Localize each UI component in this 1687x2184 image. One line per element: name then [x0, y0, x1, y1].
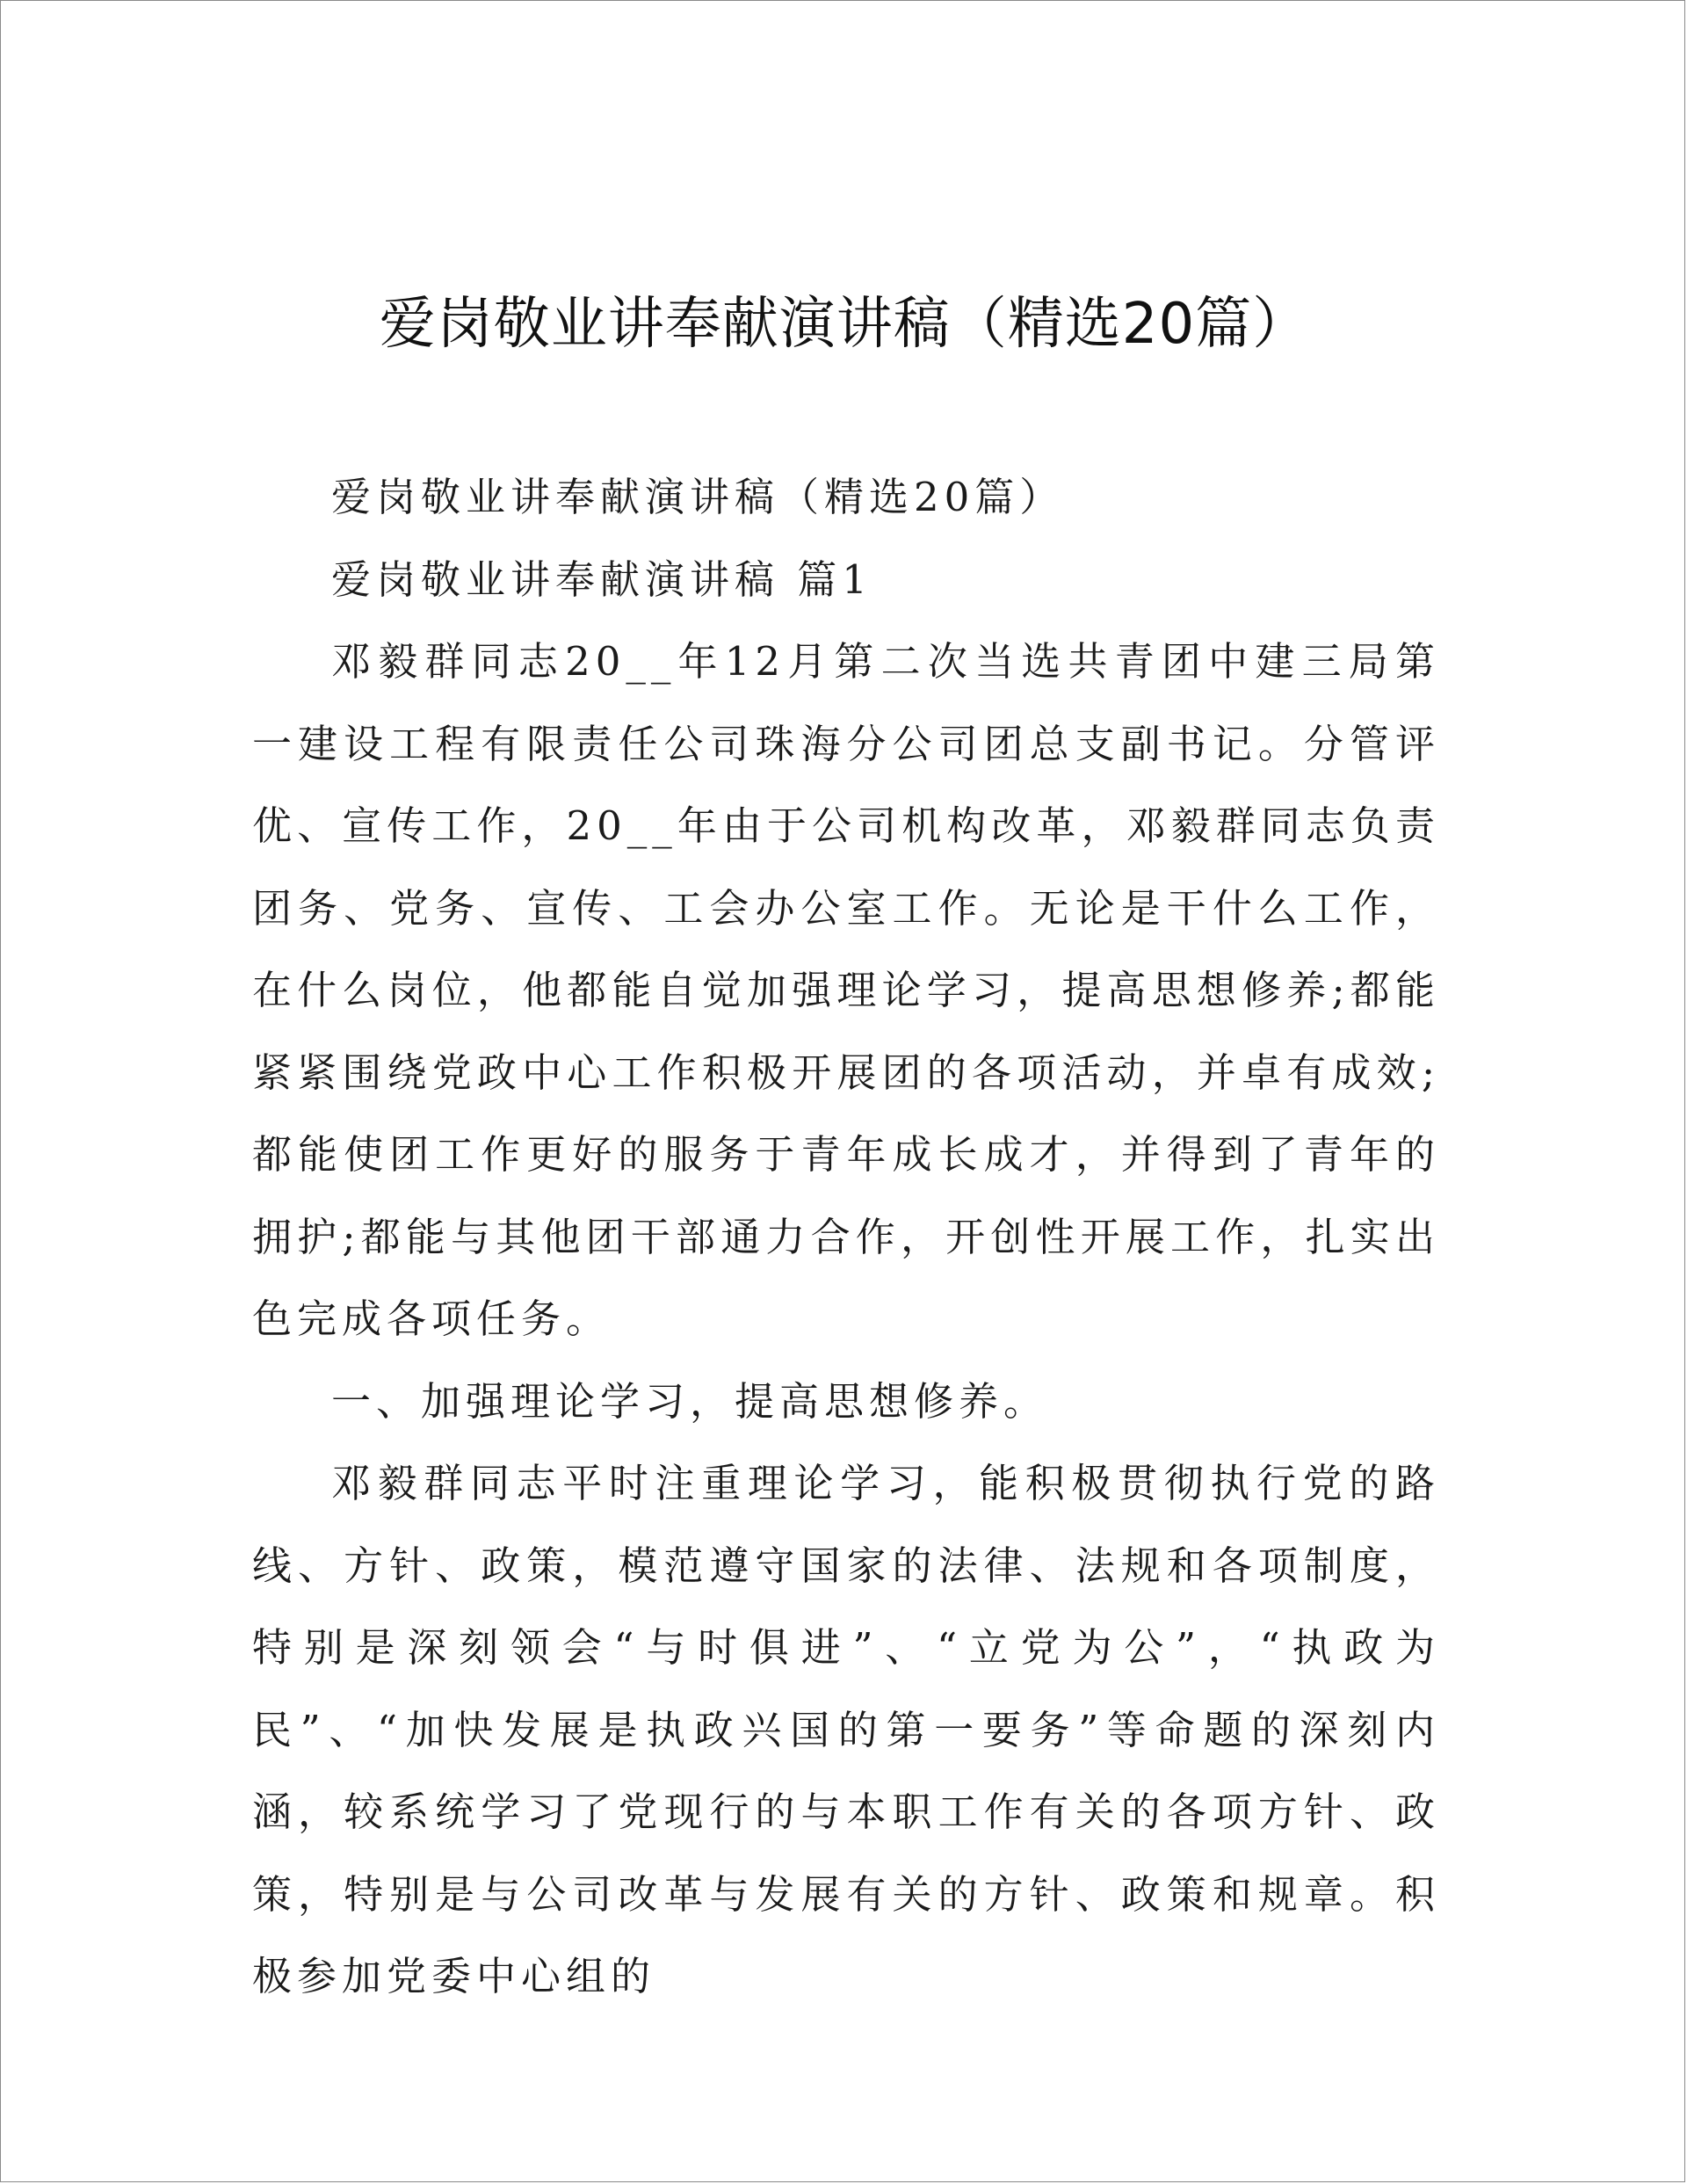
paragraph-subtitle: 爱岗敬业讲奉献演讲稿（精选20篇）	[331, 474, 1065, 520]
paragraph: 邓毅群同志平时注重理论学习，能积极贯彻执行党的路线、方针、政策，模范遵守国家的法律、法规和各项制度，特别是深刻领会“与时俱进”、“立党为公”，“执政为民”、“加快发展是执政兴国的第一要务”等命题的深刻内涵，较系统学习了党现行的与本职工作有关的各项方针、政策，特别是与公司改革与发展有关的方针、政策和规章。积极参加党委中心组的	[252, 1460, 1440, 1999]
paragraph-point-heading: 一、加强理论学习，提高思想修养。	[331, 1377, 1049, 1425]
paragraph: 邓毅群同志20__年12月第二次当选共青团中建三局第一建设工程有限责任公司珠海分公司团总支副书记。分管评优、宣传工作，20__年由于公司机构改革，邓毅群同志负责团务、党务、宣传、工会办公室工作。无论是干什么工作，在什么岗位，他都能自觉加强理论学习，提高思想修养;都能紧紧围绕党政中心工作积极开展团的各项活动，并卓有成效;都能使团工作更好的服务于青年成长成才，并得到了青年的拥护;都能与其他团干部通力合作，开创性开展工作，扎实出色完成各项任务。	[252, 638, 1440, 1342]
paragraph-section-heading: 爱岗敬业讲奉献演讲稿 篇1	[331, 555, 872, 603]
document-title: 爱岗敬业讲奉献演讲稿（精选20篇）	[379, 292, 1310, 357]
document-body	[252, 456, 1440, 2018]
